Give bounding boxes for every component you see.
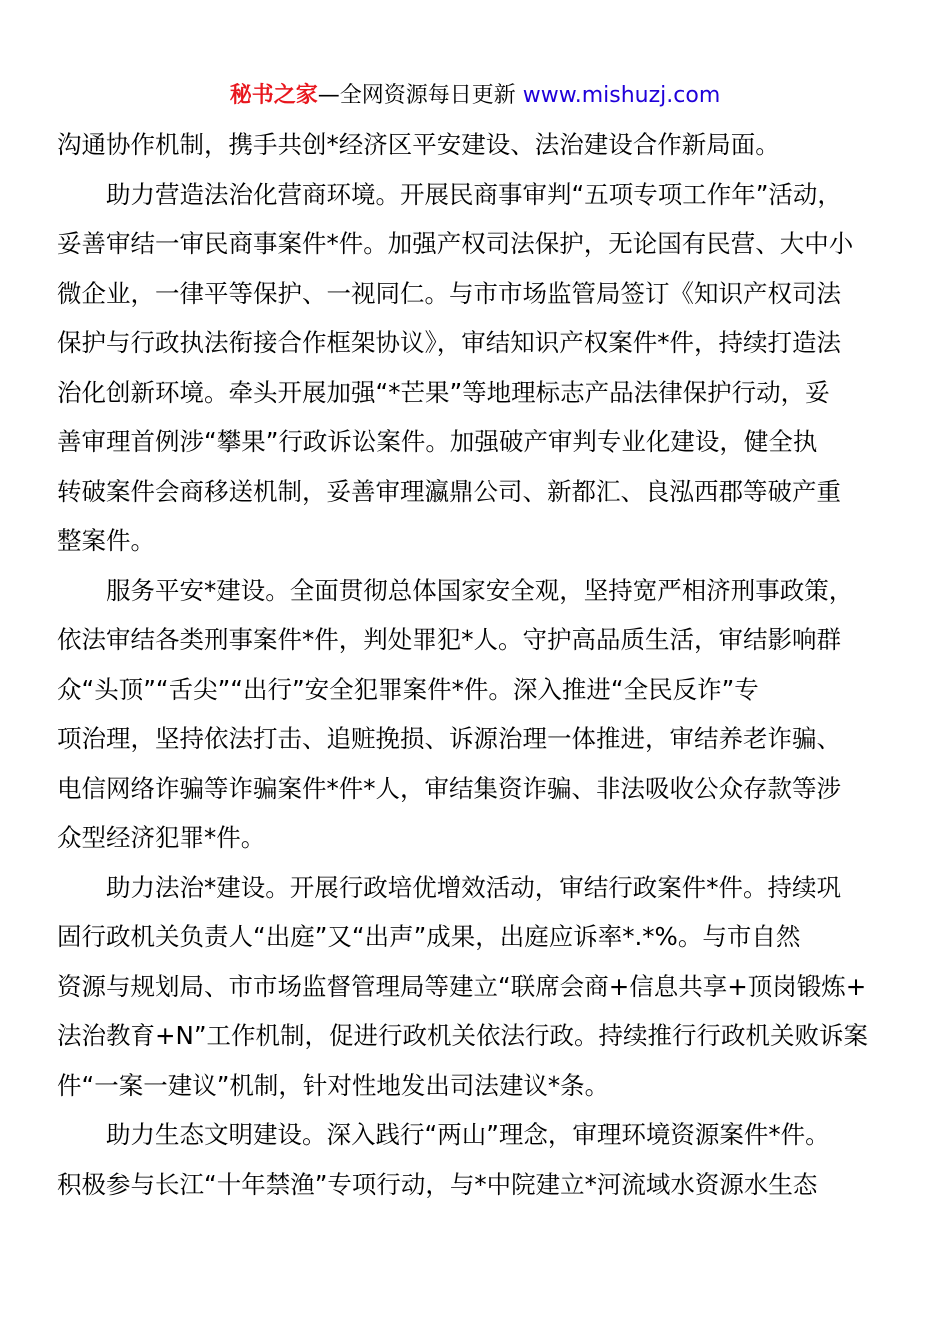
paragraph-line: 助力生态文明建设。深入践行“两山”理念，审理环境资源案件*件。	[106, 1120, 830, 1149]
paragraph-line: 善审理首例涉“攀果”行政诉讼案件。加强破产审判专业化建设，健全执	[57, 427, 818, 456]
paragraph-line: 服务平安*建设。全面贯彻总体国家安全观，坚持宽严相济刑事政策，	[106, 575, 854, 605]
document-body	[57, 120, 893, 1209]
paragraph-line: 保护与行政执法衔接合作框架协议》，审结知识产权案件*件，持续打造法	[57, 328, 841, 357]
paragraph-line: 整案件。	[57, 526, 155, 555]
paragraph-line: 件“一案一建议”机制，针对性地发出司法建议*条。	[57, 1070, 610, 1100]
paragraph-line: 治化创新环境。牵头开展加强“*芒果”等地理标志产品法律保护行动，妥	[57, 377, 830, 407]
paragraph-line: 电信网络诈骗等诈骗案件*件*人，审结集资诈骗、非法吸收公众存款等涉	[57, 773, 841, 803]
paragraph-line: 依法审结各类刑事案件*件，判处罪犯*人。守护高品质生活，审结影响群	[57, 625, 841, 654]
paragraph-line: 微企业，一律平等保护、一视同仁。与市市场监管局签订《知识产权司法	[57, 278, 841, 308]
paragraph-line: 资源与规划局、市市场监督管理局等建立“联席会商+信息共享+顶岗锻炼+	[57, 971, 867, 1001]
paragraph-line: 助力法治*建设。开展行政培优增效活动，审结行政案件*件。持续巩	[106, 872, 841, 902]
paragraph-line: 众“头顶”“舌尖”“出行”安全犯罪案件*件。深入推进“全民反诈”专	[57, 674, 759, 704]
paragraph-line: 妥善审结一审民商事案件*件。加强产权司法保护，无论国有民营、大中小	[57, 229, 854, 258]
paragraph-line: 助力营造法治化营商环境。开展民商事审判“五项专项工作年”活动，	[106, 179, 842, 209]
paragraph-line: 法治教育+N”工作机制，促进行政机关依法行政。持续推行行政机关败诉案	[57, 1021, 869, 1050]
paragraph-line: 转破案件会商移送机制，妥善审理瀛鼎公司、新都汇、良泓西郡等破产重	[57, 476, 841, 506]
site-url-link[interactable]: www.mishuzj.com	[522, 83, 721, 108]
paragraph-line: 固行政机关负责人“出庭”又“出声”成果，出庭应诉率*.*%。与市自然	[57, 922, 801, 951]
site-brand: 秘书之家	[229, 83, 318, 108]
site-tagline: —全网资源每日更新	[317, 83, 523, 108]
paragraph-line: 众型经济犯罪*件。	[57, 823, 266, 852]
paragraph-line: 积极参与长江“十年禁渔”专项行动，与*中院建立*河流域水资源水生态	[57, 1169, 818, 1199]
paragraph-line: 沟通协作机制，携手共创*经济区平安建设、法治建设合作新局面。	[57, 130, 780, 159]
site-header	[0, 80, 950, 112]
paragraph-line: 项治理，坚持依法打击、追赃挽损、诉源治理一体推进，审结养老诈骗、	[57, 724, 841, 753]
